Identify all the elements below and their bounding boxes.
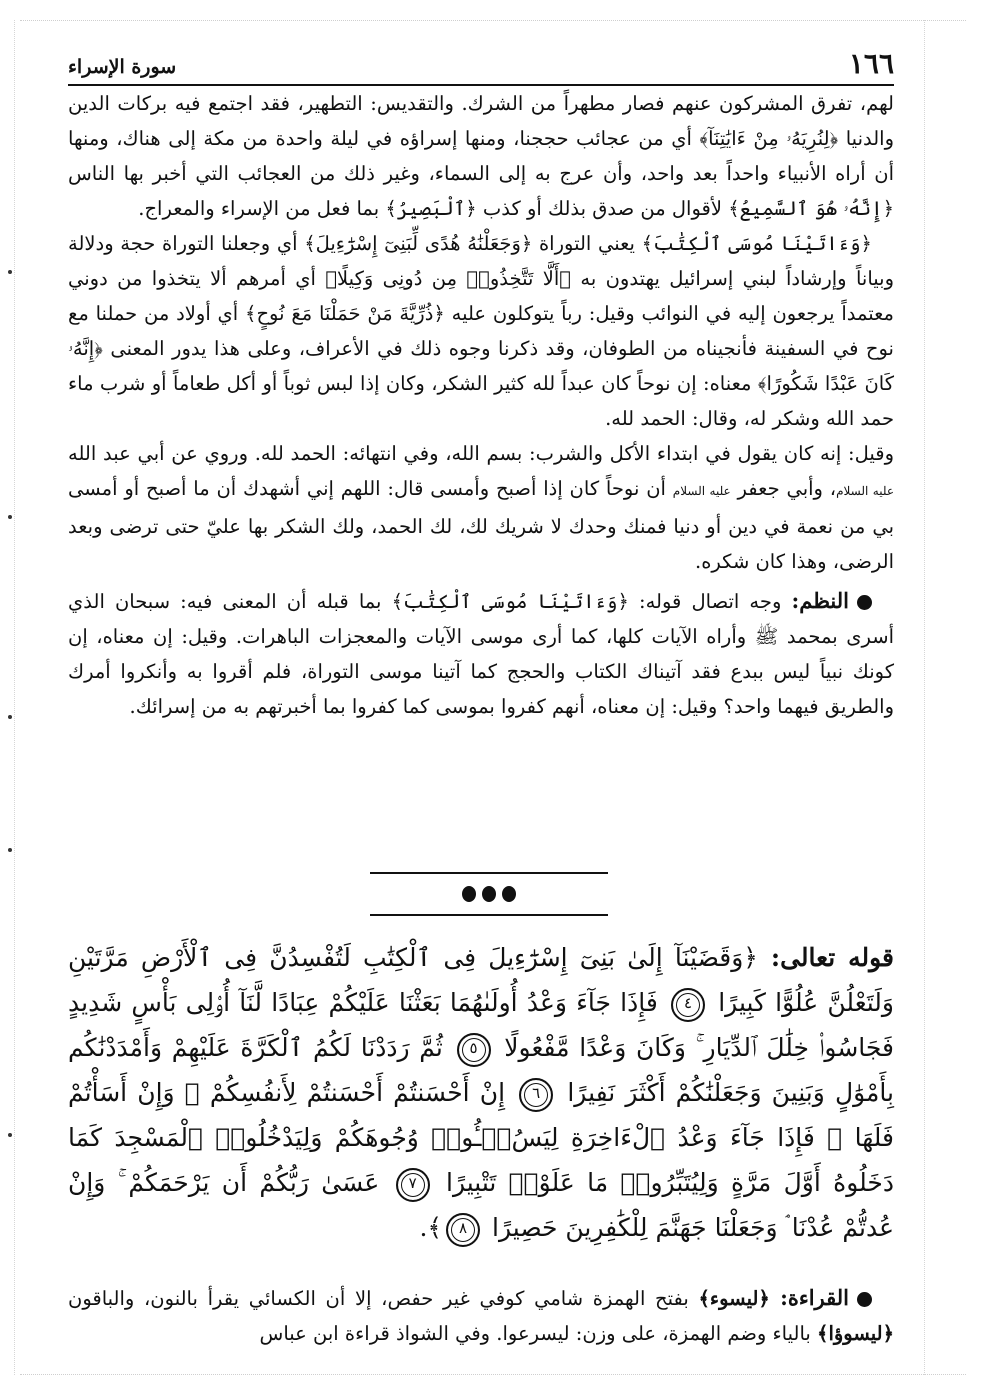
ayah-number-medallion: ٥ — [457, 1033, 491, 1067]
quran-quote: ﴿لِنُرِيَهُۥ مِنْ ءَايَٰتِنَآ﴾ — [699, 127, 839, 150]
body-text: بالياء وضم الهمزة، على وزن: ليسرعوا. وفي الشواذ قراءة ابن عباس — [259, 1322, 818, 1345]
body-text: أن نوحاً كان إذا أصبح وأمسى قال: اللهم إني أشهدك أن ما أصبح أو أمسى بي من نعمة في دين أو دنيا فمنك وحدك لا شريك لك، لك الحمد، ولك الشكر بها عليّ حتى ترضى وبعد الرضى، وهذا كان شكره. — [68, 477, 894, 573]
body-text: أي أولاد من حملنا مع نوح في السفينة فأنجيناه من الطوفان، وقد ذكرنا وجوه ذلك في الأعراف، وعلى هذا يدور المعنى — [68, 302, 894, 360]
bullet-icon — [857, 595, 872, 610]
body-text: وقيل: إنه كان يقول في ابتداء الأكل والشرب: بسم الله، وفي انتهائه: الحمد لله. وروي عن أبي عبد الله — [68, 442, 894, 465]
quran-quote: ﴿وَءَاتَيْنَا مُوسَى ٱلْكِتَٰبَ﴾ — [641, 232, 872, 255]
quran-quote: ﴿وَجَعَلْنَٰهُ هُدًى لِّبَنِىٓ إِسْرَٰٓءِيلَ﴾ — [304, 232, 533, 255]
quran-verse-block — [68, 935, 894, 1250]
scan-speck — [8, 848, 12, 852]
body-text: بما فعل من الإسراء والمعراج. — [138, 197, 386, 220]
reading-variant: ﴿ليسوؤا﴾ — [817, 1322, 894, 1345]
bullet-icon — [857, 1292, 872, 1307]
scan-speck — [8, 515, 12, 519]
scan-left-edge — [14, 20, 16, 1375]
separator-dot-icon — [462, 886, 476, 902]
commentary-paragraph — [68, 226, 894, 436]
body-text: أي من عجائب حججنا، ومنها إسراؤه في ليلة واحدة من مكة إلى هناك، ومنها أن أراه الأنبياء واحداً بعد واحد، وأن عرج به إلى السماء، وغير ذلك من العجائب التي أخبر بها الناس — [68, 127, 894, 185]
qiraah-section — [68, 1280, 894, 1351]
section-label: القراءة: — [780, 1285, 849, 1310]
ayah-text: ﴿وَقَضَيْنَآ إِلَىٰ بَنِىٓ إِسْرَٰٓءِيلَ فِى ٱلْكِتَٰبِ لَتُفْسِدُنَّ فِى ٱلْأَرْضِ مَرَّتَيْنِ وَلَتَعْلُنَّ عُلُوًّا كَبِيرًا — [68, 943, 894, 1017]
quran-quote: ﴿أَلَّا تَتَّخِذُوا۟ مِن دُونِى وَكِيلًا﴾ — [325, 267, 571, 290]
ayah-text: عَسَىٰ رَبُّكُمْ أَن يَرْحَمَكُمْ ۚ وَإِنْ عُدتُّمْ عُدْنَا ۘ وَجَعَلْنَا جَهَنَّمَ لِلْكَٰفِرِينَ حَصِيرًا — [68, 1168, 894, 1242]
quran-quote: ﴿وَءَاتَيْنَا مُوسَى ٱلْكِتَٰبَ﴾ — [391, 590, 629, 613]
scan-right-edge — [924, 20, 926, 1375]
ayah-number-medallion: ٨ — [446, 1213, 480, 1247]
quran-quote: ﴿إِنَّهُۥ كَانَ عَبْدًا شَكُورًا﴾ — [68, 337, 894, 395]
commentary-paragraph — [68, 436, 894, 579]
nazm-section — [68, 583, 894, 724]
body-text: ، وأبي جعفر — [730, 477, 837, 500]
quran-quote: ﴿ٱلْبَصِيرُ﴾ — [385, 197, 477, 220]
ayah-number-medallion: ٦ — [519, 1078, 553, 1112]
section-separator — [370, 872, 608, 916]
surah-title: سورة الإسراء — [68, 56, 177, 78]
quran-quote: ﴿إِنَّهُۥ هُوَ ٱلسَّمِيعُ﴾ — [728, 197, 894, 220]
ayah-text: ثُمَّ رَدَدْنَا لَكُمُ ٱلْكَرَّةَ عَلَيْهِمْ وَأَمْدَدْنَٰكُم بِأَمْوَٰلٍ وَبَنِينَ وَجَعَلْنَٰكُمْ أَكْثَرَ نَفِيرًا — [68, 1033, 894, 1107]
ayah-text: إِنْ أَحْسَنتُمْ أَحْسَنتُمْ لِأَنفُسِكُمْ ۖ وَإِنْ أَسَأْتُمْ فَلَهَا ۚ فَإِذَا جَآءَ وَعْدُ ٱلْءَاخِرَةِ لِيَسُۥٓـُٔوا۟ وُجُوهَكُمْ وَلِيَدْخُلُوا۟ ٱلْمَسْجِدَ كَمَا دَخَلُوهُ أَوَّلَ مَرَّةٍ وَلِيُتَبِّرُوا۟ مَا عَلَوْا۟ تَتْبِيرًا — [68, 1078, 895, 1197]
verse-closing-bracket: ﴾. — [419, 1213, 443, 1242]
verse-text — [68, 935, 894, 1250]
body-text: أي وجعلنا التوراة حجة ودلالة وبياناً وإرشاداً لبني إسرائيل يهتدون به — [68, 232, 894, 290]
ayah-number-medallion: ٤ — [671, 988, 705, 1022]
commentary-paragraph — [68, 86, 894, 226]
commentary-body — [68, 86, 894, 724]
body-text: بما قبله أن المعنى فيه: سبحان الذي أسرى بمحمد — [68, 590, 894, 648]
honorific-ligature: عليه السلام — [836, 484, 894, 498]
body-text: أي أمرهم ألا يتخذوا من دوني معتمداً يرجعون إليه في النوائب وقيل: رباً يتوكلون عليه — [68, 267, 894, 325]
body-text: لهم، تفرق المشركون عنهم فصار مطهراً من الشرك. والتقديس: التطهير، فقد اجتمع فيه بركات الدين والدنيا — [68, 92, 895, 150]
body-text: يعني التوراة — [532, 232, 642, 255]
body-text: وجه اتصال قوله: — [628, 590, 792, 613]
honorific-ligature: ﷺ — [754, 625, 779, 648]
qiraah-paragraph — [68, 1280, 894, 1351]
separator-dot-icon — [482, 886, 496, 902]
running-header — [68, 40, 894, 86]
scan-bottom-edge — [20, 1374, 966, 1387]
reading-variant: ﴿ليسوء﴾ — [698, 1287, 781, 1310]
body-text: لأقوال من صدق بذلك أو كذب — [476, 197, 729, 220]
ayah-number-medallion: ٧ — [396, 1168, 430, 1202]
ayah-text: فَإِذَا جَآءَ وَعْدُ أُولَىٰهُمَا بَعَثْنَا عَلَيْكُمْ عِبَادًا لَّنَآ أُو۟لِى بَأْسٍ شَدِيدٍ فَجَاسُوا۟ خِلَٰلَ ٱلدِّيَارِ ۚ وَكَانَ وَعْدًا مَّفْعُولًا — [68, 988, 894, 1062]
section-label: النظم: — [791, 588, 849, 613]
body-text: وأراه الآيات كلها، كما أرى موسى الآيات والمعجزات الباهرات. وقيل: إن معناه، إن كونك نبياً ليس ببدع فقد آتيناك الكتاب والحجج كما آتينا موسى التوراة، فلم أقروا به وأنكروا أمرك والطريق فيهما واحد؟ وقيل: إن معناه، أنهم كفروا بموسى كما كفروا بما أخبرتهم به من إسرائك. — [68, 625, 894, 718]
honorific-ligature: عليه السلام — [672, 484, 731, 498]
verse-intro-label: قوله تعالى: — [757, 943, 894, 972]
scan-speck — [8, 715, 12, 719]
body-text: بفتح الهمزة شامي كوفي غير حفص، إلا أن الكسائي يقرأ بالنون، والباقون — [68, 1287, 699, 1310]
separator-dot-icon — [502, 886, 516, 902]
quran-quote: ﴿ذُرِّيَّةَ مَنْ حَمَلْنَا مَعَ نُوحٍ﴾ — [245, 302, 445, 325]
scan-top-edge — [20, 8, 966, 21]
body-text: معناه: إن نوحاً كان عبداً لله كثير الشكر، وكان إذا لبس ثوباً أو أكل طعاماً أو شرب ماء حمد الله وشكر له، وقال: الحمد لله. — [68, 372, 894, 430]
page-number: ١٦٦ — [848, 47, 894, 80]
scan-speck — [8, 270, 12, 274]
scan-speck — [8, 1133, 12, 1137]
